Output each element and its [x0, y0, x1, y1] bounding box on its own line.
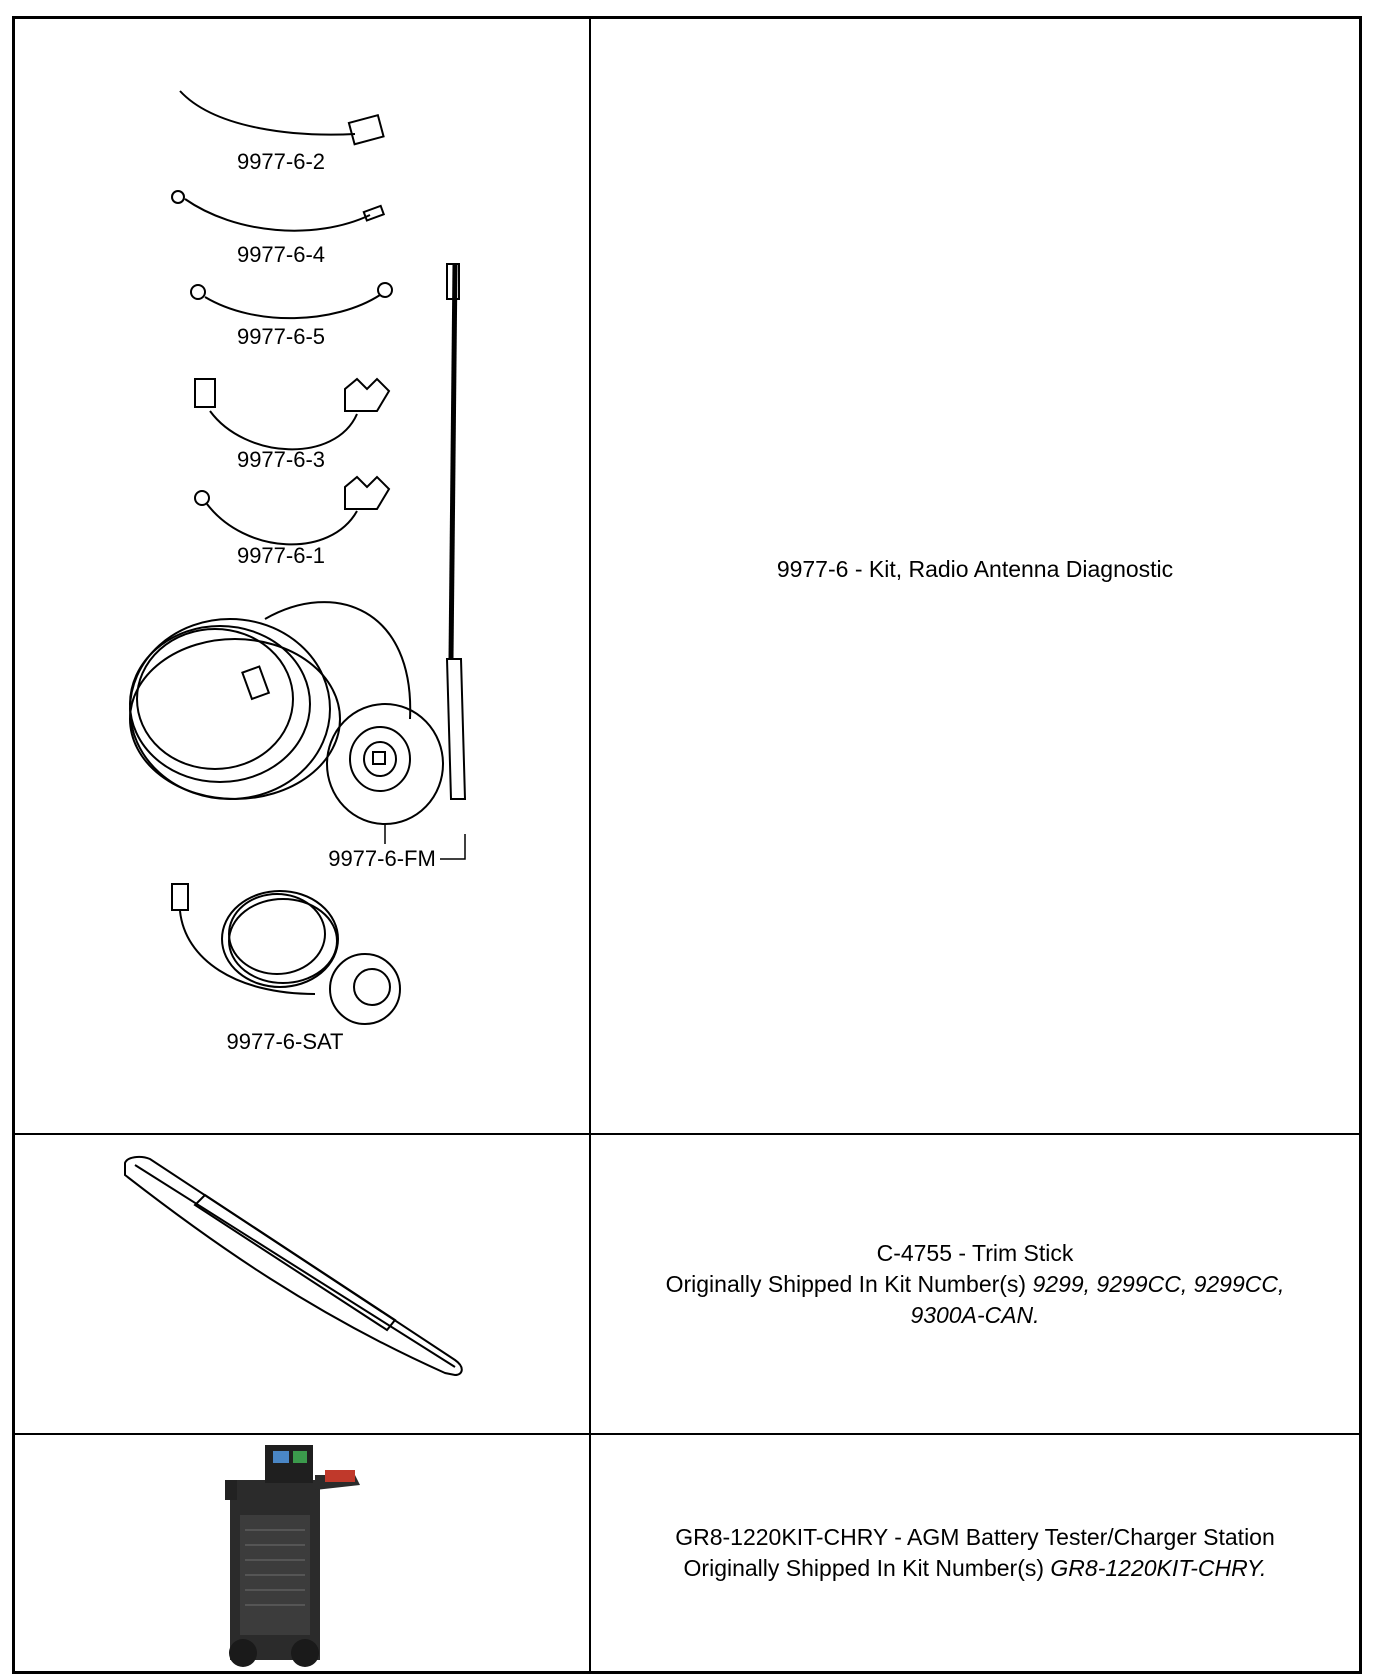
battery-station-illustration-cell: [14, 1434, 591, 1673]
table-row: [14, 18, 1361, 1135]
connector-icon: [364, 206, 384, 221]
kit-numbers: 9300A-CAN.: [910, 1301, 1040, 1328]
antenna-whip-icon: [451, 264, 455, 659]
connector-icon: [242, 666, 268, 698]
kit-numbers: GR8-1220KIT-CHRY.: [1050, 1555, 1267, 1581]
connector-icon: [378, 283, 392, 297]
connector-icon: [345, 379, 389, 411]
battery-station-icon: [15, 1435, 589, 1671]
cable-icon: [180, 91, 355, 135]
table-row: [14, 1434, 1361, 1673]
part-label: 9977-6-4: [236, 242, 326, 267]
kit-list: [591, 1553, 1359, 1584]
part-description: 9977-6 - Kit, Radio Antenna Diagnostic: [776, 555, 1174, 582]
kit-prefix: Originally Shipped In Kit Number(s): [665, 1270, 1033, 1297]
connector-icon: [349, 115, 384, 144]
connector-icon: [195, 379, 215, 407]
table-row: [14, 1134, 1361, 1434]
connector-icon: [172, 884, 188, 910]
part-label: 9977-6-SAT: [226, 1029, 344, 1054]
trim-stick-description-cell: [590, 1134, 1361, 1434]
cable-icon: [205, 295, 380, 318]
trim-stick-icon: [15, 1135, 589, 1433]
connector-icon: [191, 285, 205, 299]
parts-table: [12, 16, 1362, 1674]
battery-station-description-cell: [590, 1434, 1361, 1673]
antenna-kit-description-cell: [590, 18, 1361, 1135]
cable-icon: [210, 411, 357, 449]
part-label: 9977-6-5: [236, 324, 326, 349]
cable-icon: [207, 504, 357, 544]
antenna-kit-illustration: [15, 19, 589, 1133]
part-label: 9977-6-2: [236, 149, 326, 174]
antenna-base-icon: [447, 659, 465, 799]
part-label: 9977-6-FM: [328, 846, 436, 871]
part-title: GR8-1220KIT-CHRY - AGM Battery Tester/Charger Station: [675, 1524, 1275, 1550]
coiled-cable-icon: [222, 891, 338, 987]
parts-sheet: [12, 16, 1362, 1668]
cable-icon: [185, 199, 370, 231]
antenna-kit-illustration-cell: [14, 18, 591, 1135]
connector-icon: [195, 491, 209, 505]
trim-stick-illustration-cell: [14, 1134, 591, 1434]
part-title: C-4755 - Trim Stick: [876, 1239, 1074, 1266]
connector-icon: [345, 477, 389, 509]
kit-prefix: Originally Shipped In Kit Number(s): [683, 1555, 1051, 1581]
connector-icon: [172, 191, 184, 203]
part-label: 9977-6-1: [236, 543, 326, 568]
kit-numbers: 9299, 9299CC, 9299CC,: [1032, 1270, 1285, 1297]
part-label: 9977-6-3: [236, 447, 326, 472]
kit-list: [591, 1269, 1359, 1300]
